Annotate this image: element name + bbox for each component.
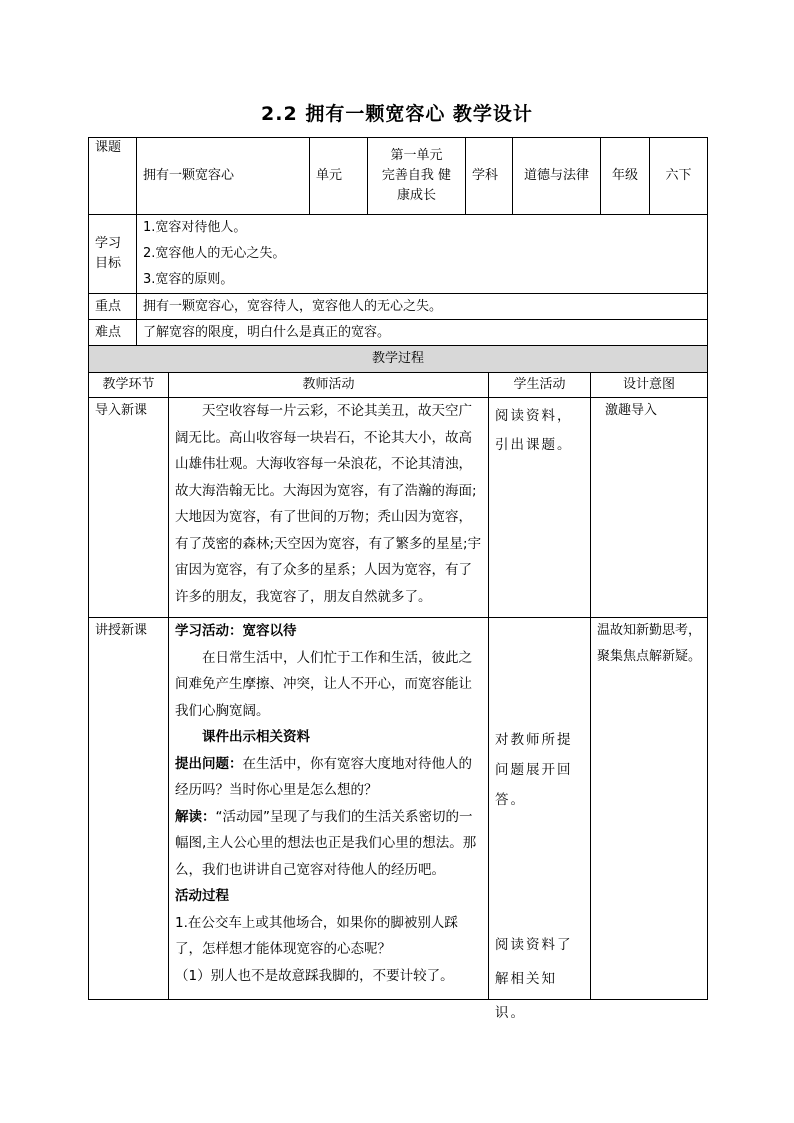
student-activity-lecture [489, 618, 591, 1021]
grade-value: 六下 [650, 138, 708, 215]
subject-value: 道德与法律 [513, 138, 601, 215]
goals-row [89, 215, 708, 294]
goal-item: 2.宽容他人的无心之失。 [143, 246, 286, 261]
difficult-row [89, 320, 708, 346]
intent-intro: 激趣导入 [591, 398, 708, 618]
stage-intro: 导入新课 [89, 398, 169, 618]
column-header: 学生活动 [489, 373, 591, 398]
activity-paragraph: 在日常生活中，人们忙于工作和生活，彼此之间难免产生摩擦、冲突，让人不开心，而宽容能让我们心胸宽阔。 [175, 649, 472, 719]
grade-label: 年级 [601, 138, 650, 215]
process-section-title: 教学过程 [89, 346, 708, 373]
question-paragraph: 提出问题：在生活中，你有宽容大度地对待他人的经历吗？当时你心里是怎么想的？ [175, 755, 472, 798]
goal-item: 3.宽容的原则。 [143, 272, 234, 287]
process-title-row [89, 346, 708, 373]
process-label: 活动过程 [175, 888, 229, 904]
process-item: 1.在公交车上或其他场合，如果你的脚被别人踩了，怎样想才能体现宽容的心态呢？ [175, 914, 458, 957]
read-paragraph: 解读：“活动园”呈现了与我们的生活关系密切的一幅图,主人公心里的想法也正是我们心里的想法。那么，我们也讲讲自己宽容对待他人的经历吧。 [175, 808, 477, 878]
subject-label: 学科 [466, 138, 513, 215]
goals-list [137, 215, 708, 294]
teacher-activity-lecture [169, 618, 489, 1000]
student-response-1: 对教师所提问题展开回答。 [495, 732, 573, 808]
document-title: 2.2 拥有一颗宽容心 教学设计 [261, 103, 533, 125]
course-name: 拥有一颗宽容心 [137, 138, 310, 215]
intro-row [89, 398, 708, 618]
column-header: 设计意图 [591, 373, 708, 398]
column-header: 教学环节 [89, 373, 169, 398]
course-label: 课题 [89, 138, 137, 215]
courseware-note: 课件出示相关资料 [202, 729, 310, 745]
header-table [88, 137, 708, 346]
column-header: 教师活动 [169, 373, 489, 398]
key-row [89, 294, 708, 320]
student-activity-intro: 阅读资料，引出课题。 [489, 398, 591, 618]
process-item: （1）别人也不是故意踩我脚的，不要计较了。 [175, 967, 454, 984]
difficult-label: 难点 [89, 320, 137, 346]
key-value: 拥有一颗宽容心，宽容待人，宽容他人的无心之失。 [137, 294, 708, 320]
unit-value: 第一单元 完善自我 健 康成长 [368, 138, 466, 215]
stage-lecture: 讲授新课 [89, 618, 169, 1000]
teacher-activity-intro: 天空收容每一片云彩，不论其美丑，故天空广阔无比。高山收容每一块岩石，不论其大小，故高山雄伟壮观。大海收容每一朵浪花，不论其清浊，故大海浩翰无比。大海因为宽容，有了浩瀚的海面;大地因为宽容，有了世间的万物；秃山因为宽容，有了茂密的森林;天空因为宽容，有了繁多的星星;宇宙因为宽容，有了众多的星系；人因为宽容，有了许多的朋友，我宽容了，朋友自然就多了。 [169, 398, 489, 618]
lecture-row [89, 618, 708, 1000]
process-table [88, 345, 708, 1021]
difficult-value: 了解宽容的限度，明白什么是真正的宽容。 [137, 320, 708, 346]
goals-label: 学习 目标 [89, 215, 137, 294]
student-response-2: 阅读资料了解相关知识。 [495, 937, 573, 1021]
goal-item: 1.宽容对待他人。 [143, 220, 247, 235]
intent-lecture: 温故知新勤思考，聚集焦点解新疑。 [591, 618, 708, 1000]
unit-label: 单元 [310, 138, 368, 215]
key-label: 重点 [89, 294, 137, 320]
process-header-row [89, 373, 708, 398]
activity-title: 学习活动：宽容以待 [175, 623, 297, 639]
course-row [89, 138, 708, 215]
